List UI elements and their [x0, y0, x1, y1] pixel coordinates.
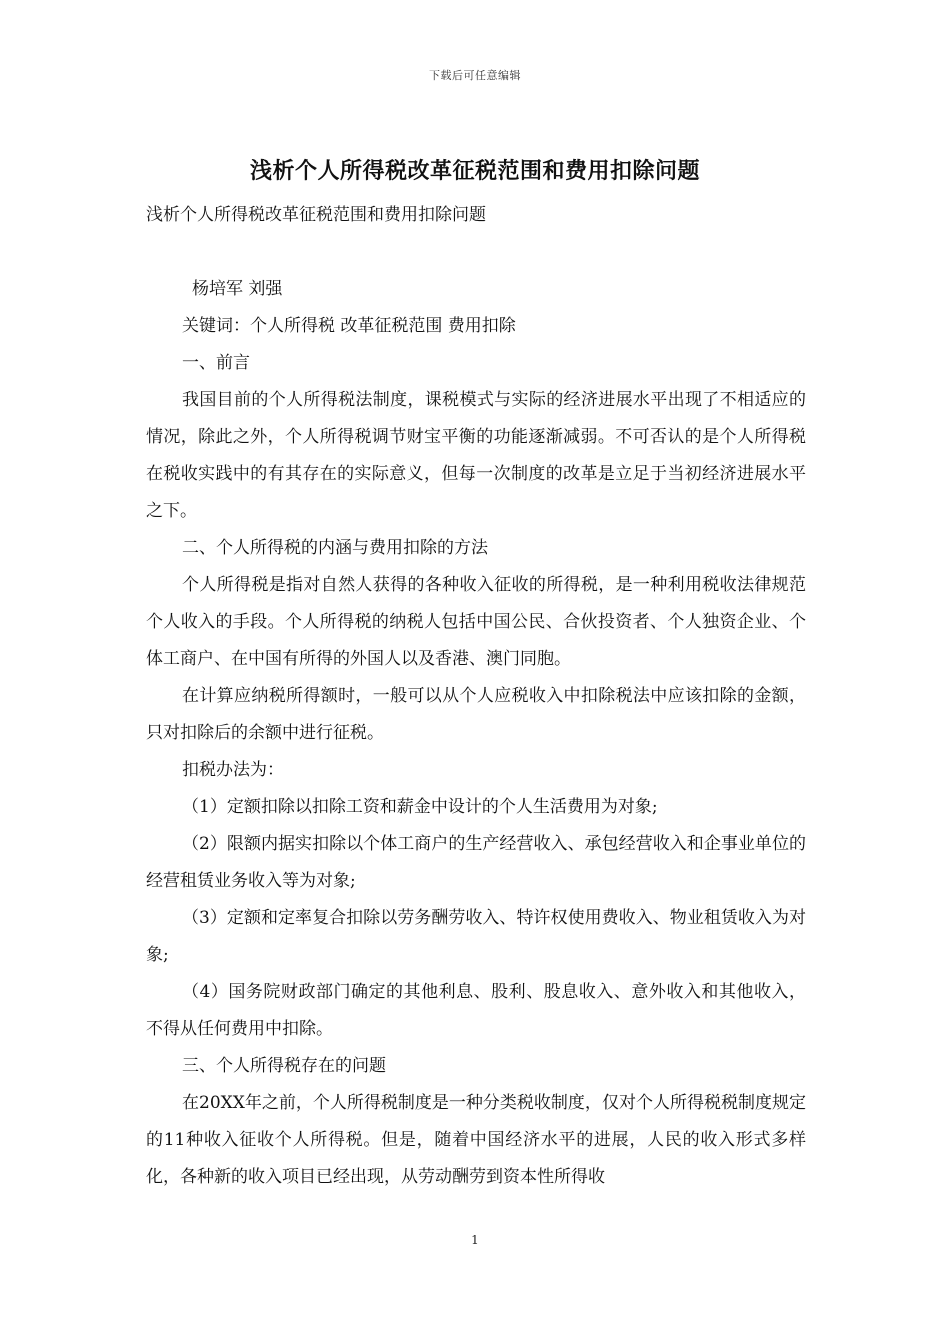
- subtitle: 浅析个人所得税改革征税范围和费用扣除问题: [146, 205, 486, 225]
- section-heading: 二、个人所得税的内涵与费用扣除的方法: [182, 538, 488, 558]
- section-heading: 一、前言: [182, 353, 250, 373]
- section-heading: 三、个人所得税存在的问题: [182, 1056, 386, 1076]
- paragraph: 个人所得税是指对自然人获得的各种收入征收的所得税，是一种利用税收法律规范个人收入的手段。个人所得税的纳税人包括中国公民、合伙投资者、个人独资企业、个体工商户、在中国有所得的外国人以及香港、澳门同胞。: [146, 575, 806, 669]
- list-item: （4）国务院财政部门确定的其他利息、股利、股息收入、意外收入和其他收入， 不得从任何费用中扣除。: [146, 982, 806, 1039]
- paragraph: 我国目前的个人所得税法制度，课税模式与实际的经济进展水平出现了不相适应的情况，除此之外，个人所得税调节财宝平衡的功能逐渐减弱。不可否认的是个人所得税在税收实践中的有其存在的实际意义，但每一次制度的改革是立足于当初经济进展水平之下。: [146, 390, 806, 521]
- keywords: 关键词：个人所得税 改革征税范围 费用扣除: [182, 316, 516, 336]
- header-note: 下载后可任意编辑: [429, 69, 521, 82]
- paragraph: 在20XX年之前，个人所得税制度是一种分类税收制度，仅对个人所得税税制度规定的11种收入征收个人所得税。但是，随着中国经济水平的进展，人民的收入形式多样化，各种新的收入项目已经出现，从劳动酬劳到资本性所得收: [146, 1093, 806, 1187]
- list-item: （2）限额内据实扣除以个体工商户的生产经营收入、承包经营收入和企事业单位的经营租赁业务收入等为对象;: [146, 834, 806, 891]
- page-number: 1: [471, 1233, 479, 1247]
- document-title: 浅析个人所得税改革征税范围和费用扣除问题: [249, 158, 700, 184]
- document-body: [146, 197, 806, 1196]
- authors: 杨培军 刘强: [192, 279, 283, 299]
- list-item: （3）定额和定率复合扣除以劳务酬劳收入、特许权使用费收入、物业租赁收入为对象;: [146, 908, 806, 965]
- paragraph: 扣税办法为：: [182, 760, 284, 780]
- list-item: （1）定额扣除以扣除工资和薪金中设计的个人生活费用为对象;: [182, 797, 658, 817]
- paragraph: 在计算应纳税所得额时，一般可以从个人应税收入中扣除税法中应该扣除的金额，只对扣除后的余额中进行征税。: [146, 686, 806, 743]
